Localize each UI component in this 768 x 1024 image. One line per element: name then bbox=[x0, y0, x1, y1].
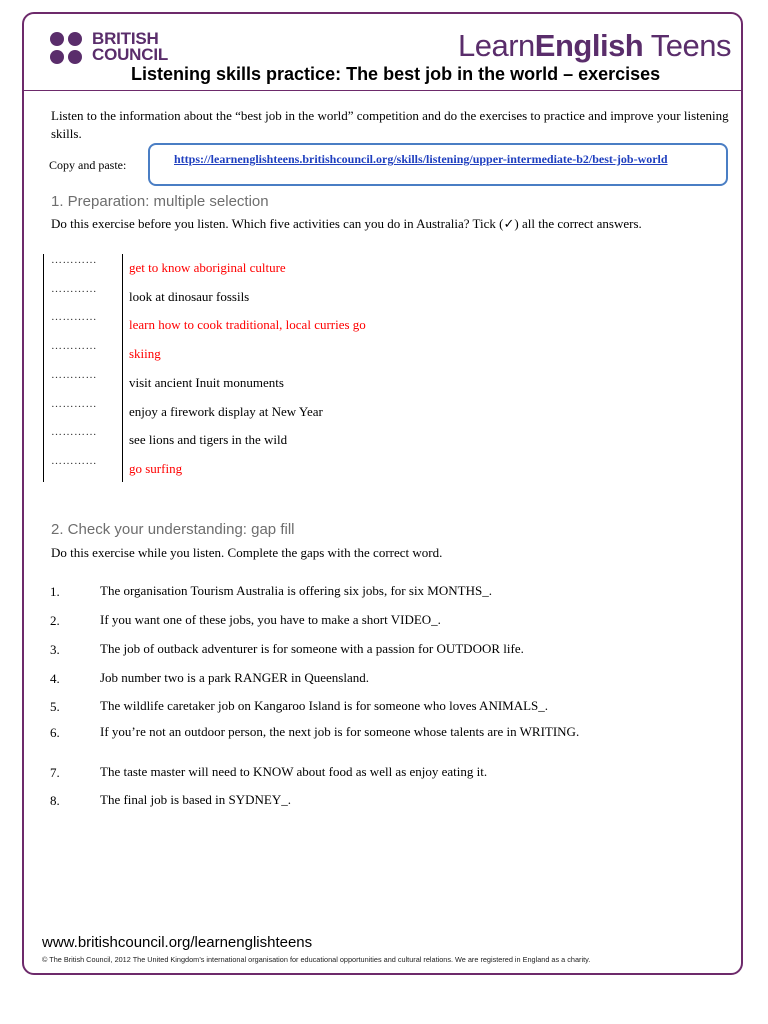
header-divider bbox=[24, 90, 741, 91]
item-text: The final job is based in SYDNEY_. bbox=[100, 792, 292, 807]
page-title: Listening skills practice: The best job in the world – exercises bbox=[131, 64, 661, 84]
item-number: 5. bbox=[50, 699, 60, 714]
learnenglish-teens-logo bbox=[458, 28, 731, 64]
le-logo-part1: Learn bbox=[458, 28, 535, 63]
tick-box[interactable]: ………… bbox=[51, 397, 97, 410]
british-council-dots-icon bbox=[50, 32, 86, 68]
tick-row bbox=[43, 283, 443, 311]
bc-logo-line1: BRITISH bbox=[92, 29, 159, 48]
tick-row bbox=[43, 311, 443, 339]
tick-row bbox=[43, 455, 443, 483]
item-text: If you want one of these jobs, you have to make a short VIDEO_. bbox=[100, 612, 441, 627]
item-text: The wildlife caretaker job on Kangaroo Island is for someone who loves ANIMALS_. bbox=[100, 698, 549, 713]
activity-text: skiing bbox=[129, 346, 161, 362]
item-text: The taste master will need to KNOW about food as well as enjoy eating it. bbox=[100, 764, 488, 779]
section1-instruction: Do this exercise before you listen. Which five activities can you do in Australia? Tick (✓) all the correct answers. bbox=[51, 216, 642, 231]
item-number: 8. bbox=[50, 793, 60, 808]
activity-text: get to know aboriginal culture bbox=[129, 260, 286, 275]
section1-heading: 1. Preparation: multiple selection bbox=[51, 193, 269, 210]
url-link[interactable]: https://learnenglishteens.britishcouncil.org/skills/listening/upper-intermediate-b2/best-job-world bbox=[174, 152, 668, 166]
item-number: 7. bbox=[50, 765, 60, 780]
section2-heading: 2. Check your understanding: gap fill bbox=[51, 521, 295, 538]
activity-text: visit ancient Inuit monuments bbox=[129, 374, 284, 390]
activity-text: see lions and tigers in the wild bbox=[129, 432, 288, 448]
tick-row bbox=[43, 426, 443, 454]
item-text: The organisation Tourism Australia is offering six jobs, for six MONTHS_. bbox=[100, 583, 492, 598]
tick-row bbox=[43, 340, 443, 368]
activity-text: go surfing bbox=[129, 460, 183, 476]
item-text: Job number two is a park RANGER in Queensland. bbox=[100, 670, 369, 685]
tick-row bbox=[43, 398, 443, 426]
item-text: If you’re not an outdoor person, the next job is for someone whose talents are in WRITING. bbox=[100, 724, 580, 739]
le-logo-part2: English bbox=[534, 28, 644, 63]
tick-box[interactable]: ………… bbox=[51, 426, 97, 439]
activity-text: learn how to cook traditional, local curries go bbox=[129, 317, 366, 333]
section2-instruction: Do this exercise while you listen. Complete the gaps with the correct word. bbox=[51, 545, 443, 560]
item-text: The job of outback adventurer is for someone with a passion for OUTDOOR life. bbox=[100, 641, 524, 656]
activity-text: look at dinosaur fossils bbox=[129, 288, 250, 304]
tick-box[interactable]: ………… bbox=[51, 254, 97, 266]
activity-text: enjoy a firework display at New Year bbox=[129, 403, 323, 419]
item-number: 3. bbox=[50, 642, 60, 657]
british-council-wordmark bbox=[92, 31, 168, 63]
item-number: 6. bbox=[50, 725, 60, 740]
tick-box[interactable]: ………… bbox=[51, 282, 97, 295]
item-number: 4. bbox=[50, 671, 60, 686]
copy-paste-label: Copy and paste: bbox=[49, 158, 127, 172]
tick-box[interactable]: ………… bbox=[51, 368, 97, 381]
le-logo-part3: Teens bbox=[643, 28, 732, 63]
tick-box[interactable]: ………… bbox=[51, 311, 97, 324]
tick-table bbox=[43, 254, 443, 484]
url-box bbox=[148, 143, 728, 186]
intro-text: Listen to the information about the “best job in the world” competition and do the exercises to practice and improve your listening skills. bbox=[51, 108, 729, 141]
footer-url[interactable]: www.britishcouncil.org/learnenglishteens bbox=[42, 934, 313, 951]
tick-row bbox=[43, 254, 443, 282]
tick-box[interactable]: ………… bbox=[51, 454, 97, 467]
tick-box[interactable]: ………… bbox=[51, 340, 97, 353]
bc-logo-line2: COUNCIL bbox=[92, 45, 169, 64]
item-number: 1. bbox=[50, 584, 60, 599]
tick-row bbox=[43, 369, 443, 397]
footer-legal: © The British Council, 2012 The United Kingdom’s international organisation for educational opportunities and cultural relations. We are registered in England as a charity. bbox=[42, 955, 591, 964]
item-number: 2. bbox=[50, 613, 60, 628]
